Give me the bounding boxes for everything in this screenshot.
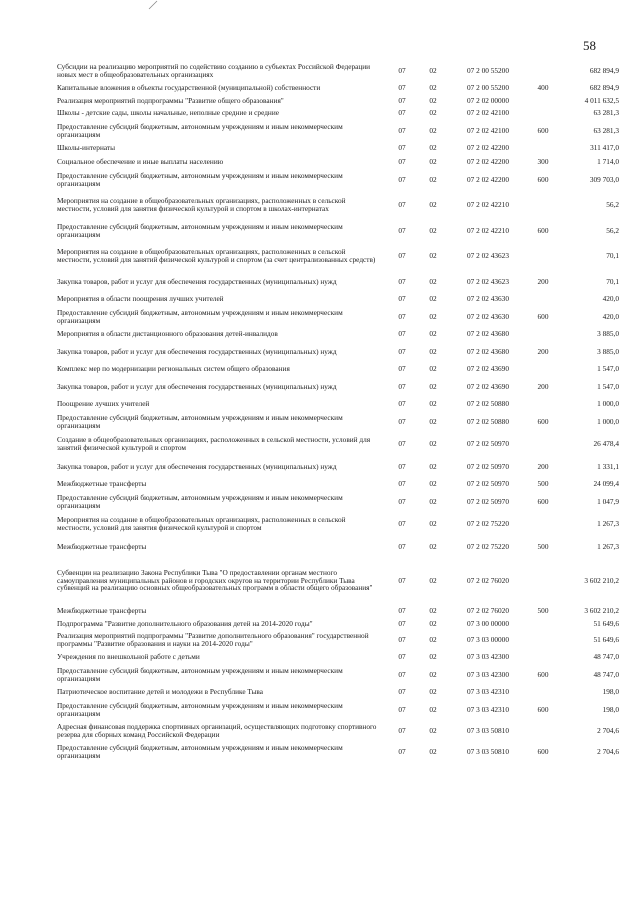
amount: 24 099,4 [593,479,619,489]
expense-type-code [529,60,557,81]
section-code: 07 [398,725,406,735]
expense-type-code: 600 [537,174,549,184]
table-row [57,720,619,741]
table-row [57,477,619,491]
expense-type-code: 300 [537,157,549,167]
expense-name: Закупка товаров, работ и услуг для обеспечения государственных (муниципальных) нужд [57,276,337,286]
expense-name: Школы - детские сады, школы начальные, неполные средние и средние [57,108,279,118]
amount: 48 747,0 [593,669,619,679]
table-row [57,618,619,629]
table-row [57,241,619,271]
expense-name: Капитальные вложения в объекты государственной (муниципальной) собственности [57,83,321,93]
section-code: 07 [398,125,406,135]
expense-type-code: 500 [537,606,549,616]
target-article-code: 07 2 02 42200 [467,157,509,167]
table-row [57,411,619,432]
subsection-code: 02 [429,276,437,286]
expense-type-code [529,618,557,629]
section-code: 07 [398,575,406,585]
section-code: 07 [398,381,406,391]
target-article-code: 07 2 00 55200 [467,65,509,75]
expense-name: Закупка товаров, работ и услуг для обеспечения государственных (муниципальных) нужд [57,346,337,356]
expense-type-code [529,685,557,699]
target-article-code: 07 3 03 42310 [467,687,509,697]
subsection-code: 02 [429,143,437,153]
table-row [57,341,619,362]
target-article-code: 07 2 02 43680 [467,346,509,356]
section-code: 07 [398,225,406,235]
section-code: 07 [398,439,406,449]
amount: 56,2 [606,200,619,210]
section-code: 07 [398,399,406,409]
expense-name: Мероприятия на создание в общеобразовательных организациях, расположенных в сельской местности, условий для занятия физической культурой и спортом в школах-интернатах [57,196,346,213]
table-row [57,292,619,306]
target-article-code: 07 2 02 43690 [467,381,509,391]
table-row [57,699,619,720]
expense-type-code: 600 [537,746,549,756]
subsection-code: 02 [429,311,437,321]
section-code: 07 [398,95,406,105]
table-row [57,306,619,327]
expense-type-code [529,650,557,664]
amount: 1 547,0 [597,364,619,374]
target-article-code: 07 2 02 42210 [467,225,509,235]
amount: 26 478,4 [593,439,619,449]
table-row [57,60,619,81]
target-article-code: 07 2 02 76020 [467,575,509,585]
expense-name: Межбюджетные трансферты [57,606,147,616]
section-code: 07 [398,311,406,321]
expense-type-code: 600 [537,669,549,679]
section-code: 07 [398,606,406,616]
subsection-code: 02 [429,618,437,628]
expense-type-code: 500 [537,479,549,489]
amount: 1 714,0 [597,157,619,167]
expense-type-code: 600 [537,416,549,426]
amount: 420,0 [602,311,619,321]
amount: 51 649,6 [593,634,619,644]
table-row [57,81,619,95]
subsection-code: 02 [429,687,437,697]
target-article-code: 07 2 02 50880 [467,399,509,409]
table-row [57,106,619,120]
table-row [57,664,619,685]
target-article-code: 07 2 02 43630 [467,294,509,304]
expense-type-code: 600 [537,311,549,321]
section-code: 07 [398,108,406,118]
subsection-code: 02 [429,541,437,551]
target-article-code: 07 2 02 00000 [467,95,509,105]
target-article-code: 07 2 02 50970 [467,479,509,489]
expense-name: Предоставление субсидий бюджетным, автономным учреждениям и иным некоммерческим организациям [57,665,343,683]
section-code: 07 [398,416,406,426]
expense-type-code: 600 [537,125,549,135]
amount: 1 547,0 [597,381,619,391]
expense-name: Мероприятия в области поощрения лучших учителей [57,294,224,304]
expense-type-code [529,241,557,271]
expense-type-code: 600 [537,496,549,506]
scan-mark [148,0,158,10]
amount: 56,2 [606,225,619,235]
expense-name: Школы-интернаты [57,143,115,153]
subsection-code: 02 [429,725,437,735]
section-code: 07 [398,687,406,697]
subsection-code: 02 [429,364,437,374]
expense-type-code [529,629,557,650]
table-row [57,512,619,536]
expense-type-code: 200 [537,461,549,471]
section-code: 07 [398,251,406,261]
expense-name: Подпрограмма "Развитие дополнительного образования детей на 2014-2020 годы" [57,618,313,628]
amount: 1 331,1 [597,461,619,471]
target-article-code: 07 2 02 43680 [467,329,509,339]
table-row [57,456,619,477]
subsection-code: 02 [429,439,437,449]
expense-type-code [529,190,557,220]
target-article-code: 07 2 02 50970 [467,461,509,471]
target-article-code: 07 2 02 75220 [467,541,509,551]
target-article-code: 07 2 02 43623 [467,276,509,286]
expense-name: Закупка товаров, работ и услуг для обеспечения государственных (муниципальных) нужд [57,381,337,391]
expense-name: Мероприятия на создание в общеобразовательных организациях, расположенных в сельской местности, условий для занятия физической культурой и спортом [57,515,346,532]
expense-type-code: 200 [537,346,549,356]
target-article-code: 07 2 02 75220 [467,519,509,529]
target-article-code: 07 3 03 42300 [467,652,509,662]
target-article-code: 07 2 02 50970 [467,439,509,449]
table-row [57,362,619,376]
expense-name: Предоставление субсидий бюджетным, автономным учреждениям и иным некоммерческим организациям [57,742,343,760]
table-row [57,397,619,411]
subsection-code: 02 [429,496,437,506]
expense-type-code [529,720,557,741]
subsection-code: 02 [429,479,437,489]
table-row [57,536,619,557]
amount: 3 602 210,2 [584,575,619,585]
section-code: 07 [398,364,406,374]
amount: 2 704,6 [597,746,619,756]
target-article-code: 07 3 03 42310 [467,704,509,714]
target-article-code: 07 2 02 50880 [467,416,509,426]
target-article-code: 07 2 02 42210 [467,200,509,210]
table-row [57,685,619,699]
section-code: 07 [398,704,406,714]
subsection-code: 02 [429,83,437,93]
subsection-code: 02 [429,200,437,210]
subsection-code: 02 [429,399,437,409]
target-article-code: 07 3 03 42300 [467,669,509,679]
table-row [57,629,619,650]
section-code: 07 [398,346,406,356]
amount: 63 281,3 [593,108,619,118]
expense-type-code [529,362,557,376]
table-row [57,604,619,618]
section-code: 07 [398,652,406,662]
subsection-code: 02 [429,669,437,679]
subsection-code: 02 [429,381,437,391]
expense-name: Мероприятия на создание в общеобразовательных организациях, расположенных в сельской местности, условий для занятий физической культурой и спортом (за счет централизованных средств) [57,247,376,264]
target-article-code: 07 2 02 50970 [467,496,509,506]
amount: 4 011 632,5 [584,95,619,105]
section-code: 07 [398,461,406,471]
subsection-code: 02 [429,652,437,662]
section-code: 07 [398,143,406,153]
amount: 3 885,0 [597,346,619,356]
subsection-code: 02 [429,329,437,339]
amount: 198,0 [602,704,619,714]
subsection-code: 02 [429,108,437,118]
target-article-code: 07 2 02 43690 [467,364,509,374]
amount: 1 000,0 [597,416,619,426]
expense-type-code: 500 [537,541,549,551]
table-row [57,271,619,292]
amount: 1 267,3 [597,519,619,529]
expense-type-code: 600 [537,704,549,714]
expense-type-code: 600 [537,225,549,235]
subsection-code: 02 [429,346,437,356]
amount: 682 894,9 [589,83,619,93]
section-code: 07 [398,200,406,210]
target-article-code: 07 2 02 42200 [467,143,509,153]
table-row [57,220,619,241]
expense-type-code: 200 [537,276,549,286]
expense-name: Предоставление субсидий бюджетным, автономным учреждениям и иным некоммерческим организациям [57,307,343,325]
table-row [57,95,619,106]
subsection-code: 02 [429,65,437,75]
subsection-code: 02 [429,704,437,714]
expense-name: Закупка товаров, работ и услуг для обеспечения государственных (муниципальных) нужд [57,461,337,471]
expense-name: Адресная финансовая поддержка спортивных организаций, осуществляющих подготовку спортивного резерва для сборных команд Российской Федерации [57,721,377,739]
budget-table [57,60,619,762]
amount: 198,0 [602,687,619,697]
subsection-code: 02 [429,746,437,756]
expense-name: Субвенции на реализацию Закона Республики Тыва "О предоставлении органам местного самоуправления муниципальных районов и городских округов на территории Республики Тыва субвенций на реализацию основных общеобразовательных программ в области общего образования" [57,567,373,593]
amount: 311 417,0 [590,143,619,153]
section-code: 07 [398,634,406,644]
section-code: 07 [398,174,406,184]
subsection-code: 02 [429,519,437,529]
table-row [57,155,619,169]
expense-name: Предоставление субсидий бюджетным, автономным учреждениям и иным некоммерческим организациям [57,221,343,239]
target-article-code: 07 2 00 55200 [467,83,509,93]
amount: 1 000,0 [597,399,619,409]
subsection-code: 02 [429,634,437,644]
subsection-code: 02 [429,174,437,184]
expense-name: Социальное обеспечение и иные выплаты населению [57,157,224,167]
target-article-code: 07 3 03 00000 [467,634,509,644]
subsection-code: 02 [429,461,437,471]
expense-name: Межбюджетные трансферты [57,479,147,489]
page-number: 58 [583,38,596,53]
amount: 309 703,0 [589,174,619,184]
table-row [57,169,619,190]
expense-name: Мероприятия в области дистанционного образования детей-инвалидов [57,329,278,339]
subsection-code: 02 [429,294,437,304]
amount: 2 704,6 [597,725,619,735]
table-row [57,557,619,604]
expense-name: Межбюджетные трансферты [57,541,147,551]
table-row [57,741,619,762]
expense-name: Предоставление субсидий бюджетным, автономным учреждениям и иным некоммерческим организациям [57,121,343,139]
expense-name: Предоставление субсидий бюджетным, автономным учреждениям и иным некоммерческим организациям [57,492,343,510]
expense-name: Предоставление субсидий бюджетным, автономным учреждениям и иным некоммерческим организациям [57,700,343,718]
section-code: 07 [398,479,406,489]
subsection-code: 02 [429,251,437,261]
target-article-code: 07 3 00 00000 [467,618,509,628]
amount: 51 649,6 [593,618,619,628]
section-code: 07 [398,519,406,529]
table-row [57,491,619,512]
target-article-code: 07 3 03 50810 [467,746,509,756]
section-code: 07 [398,618,406,628]
subsection-code: 02 [429,125,437,135]
expense-type-code [529,327,557,341]
section-code: 07 [398,669,406,679]
section-code: 07 [398,157,406,167]
section-code: 07 [398,541,406,551]
section-code: 07 [398,496,406,506]
target-article-code: 07 2 02 42100 [467,108,509,118]
expense-type-code: 200 [537,381,549,391]
budget-table-body [57,60,619,762]
expense-type-code: 400 [537,83,549,93]
expense-type-code [529,397,557,411]
expense-type-code [529,557,557,604]
amount: 3 602 210,2 [584,606,619,616]
expense-type-code [529,106,557,120]
expense-name: Комплекс мер по модернизации региональных систем общего образования [57,364,290,374]
section-code: 07 [398,329,406,339]
expense-name: Реализация мероприятий подпрограммы "Развитие общего образования" [57,95,284,105]
expense-type-code [529,292,557,306]
subsection-code: 02 [429,416,437,426]
expense-name: Создание в общеобразовательных организациях, расположенных в сельской местности, условий для занятий физической культурой и спортом [57,435,371,452]
expense-name: Реализация мероприятий подпрограммы "Развитие дополнительного образования" государственной программы "Развитие образования и науки на 2014-2020 годы" [57,630,369,648]
expense-type-code [529,141,557,155]
table-row [57,376,619,397]
table-row [57,190,619,220]
target-article-code: 07 2 02 43623 [467,251,509,261]
expense-name: Патриотическое воспитание детей и молодежи в Республике Тыва [57,687,264,697]
expense-name: Учреждения по внешкольной работе с детьми [57,652,200,662]
table-row [57,141,619,155]
expense-type-code [529,512,557,536]
amount: 1 267,3 [597,541,619,551]
table-row [57,432,619,456]
section-code: 07 [398,276,406,286]
target-article-code: 07 2 02 76020 [467,606,509,616]
amount: 420,0 [602,294,619,304]
subsection-code: 02 [429,95,437,105]
amount: 3 885,0 [597,329,619,339]
amount: 1 047,9 [597,496,619,506]
amount: 48 747,0 [593,652,619,662]
table-row [57,650,619,664]
section-code: 07 [398,746,406,756]
expense-type-code [529,95,557,106]
expense-name: Субсидии на реализацию мероприятий по содействию созданию в субъектах Российской Федерации новых мест в общеобразовательных организациях [57,61,371,79]
target-article-code: 07 2 02 42200 [467,174,509,184]
subsection-code: 02 [429,575,437,585]
subsection-code: 02 [429,225,437,235]
target-article-code: 07 3 03 50810 [467,725,509,735]
amount: 70,1 [606,251,619,261]
expense-type-code [529,432,557,456]
expense-name: Поощрение лучших учителей [57,399,150,409]
table-row [57,327,619,341]
section-code: 07 [398,294,406,304]
target-article-code: 07 2 02 42100 [467,125,509,135]
amount: 70,1 [606,276,619,286]
table-row [57,120,619,141]
subsection-code: 02 [429,606,437,616]
expense-name: Предоставление субсидий бюджетным, автономным учреждениям и иным некоммерческим организациям [57,412,343,430]
subsection-code: 02 [429,157,437,167]
section-code: 07 [398,65,406,75]
amount: 682 894,9 [589,65,619,75]
section-code: 07 [398,83,406,93]
expense-name: Предоставление субсидий бюджетным, автономным учреждениям и иным некоммерческим организациям [57,170,343,188]
amount: 63 281,3 [593,125,619,135]
target-article-code: 07 2 02 43630 [467,311,509,321]
